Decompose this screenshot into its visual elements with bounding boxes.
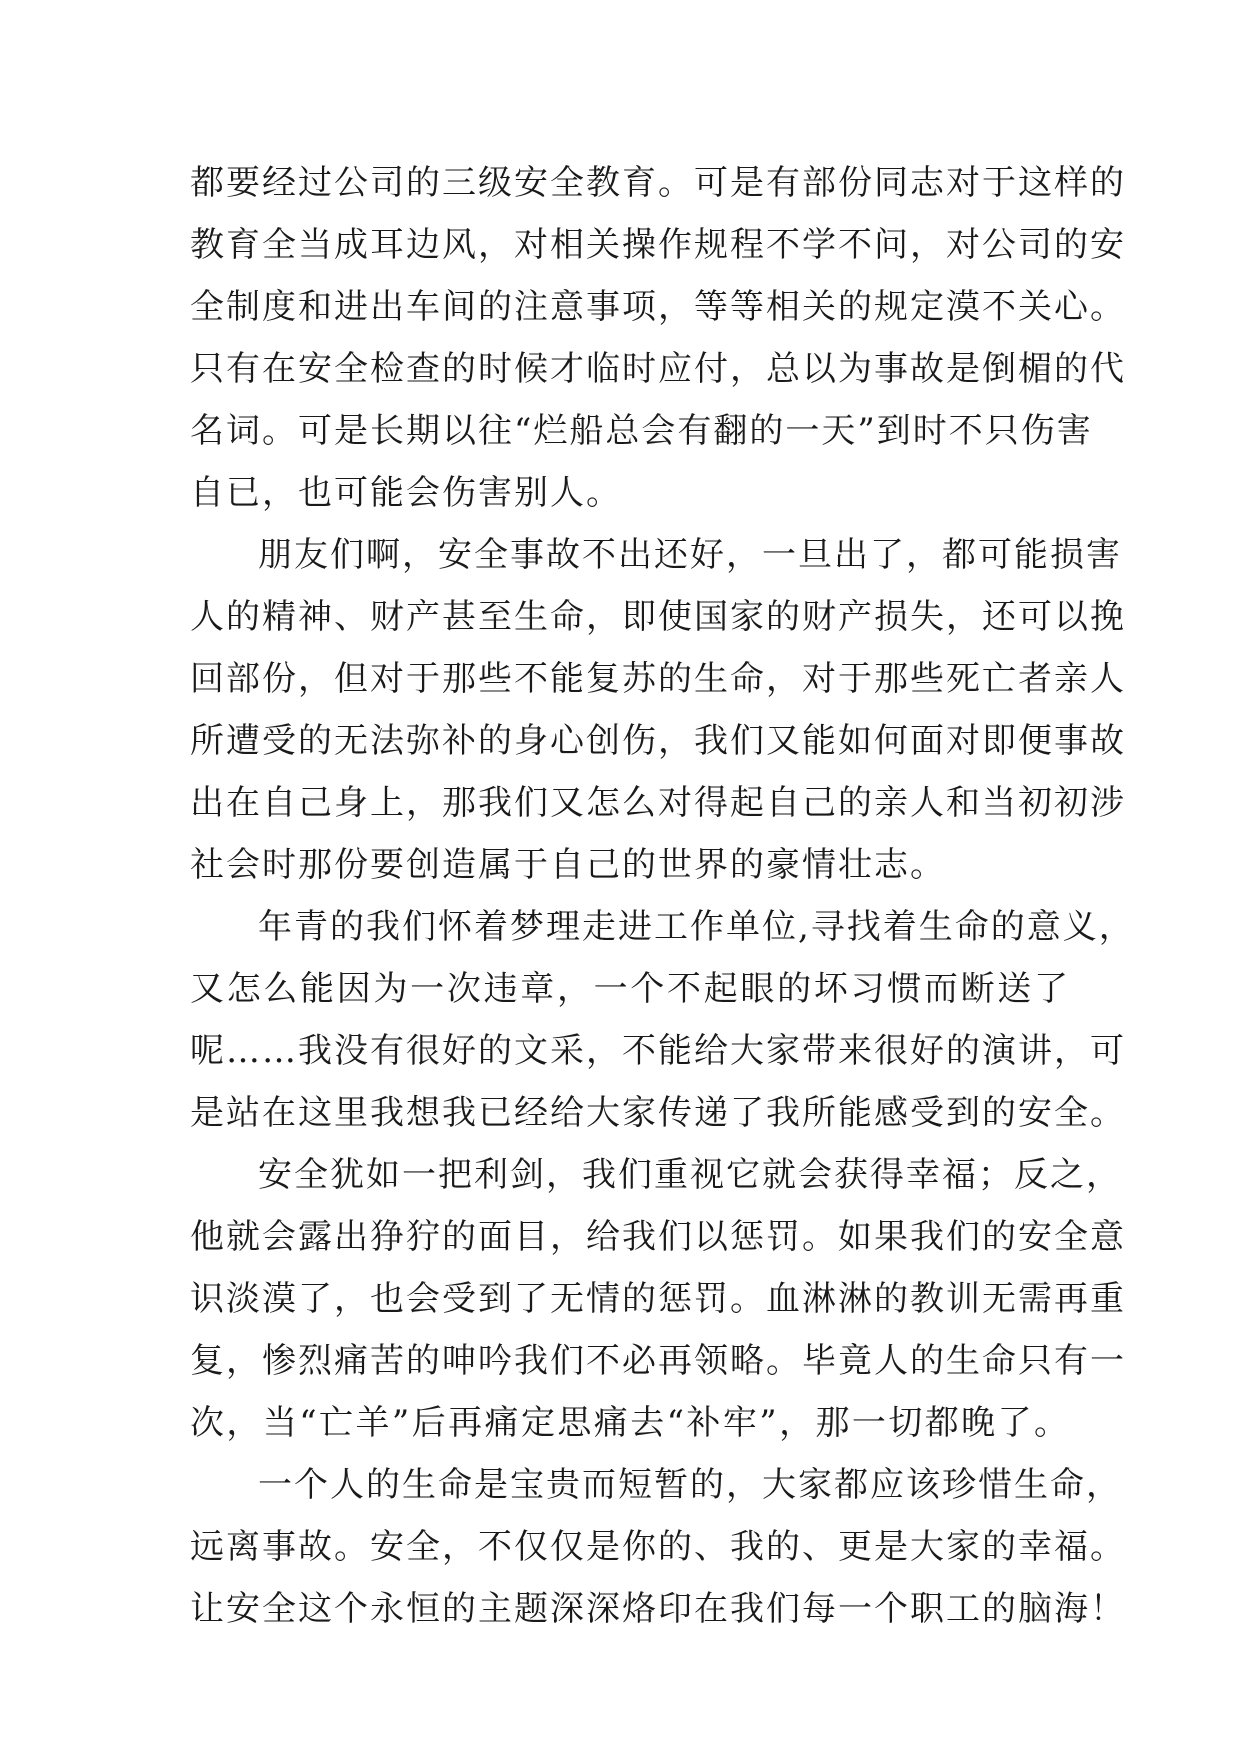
text-line: 都要经过公司的三级安全教育。可是有部份同志对于这样的 xyxy=(190,163,1126,203)
text-line: 年青的我们怀着梦理走进工作单位,寻找着生命的意义， xyxy=(258,907,1135,947)
paragraph-1 xyxy=(190,152,1126,524)
text-line: 名词。可是长期以往“烂船总会有翻的一天”到时不只伤害 xyxy=(190,411,1093,451)
text-line: 朋友们啊，安全事故不出还好，一旦出了，都可能损害 xyxy=(258,535,1122,575)
text-line: 只有在安全检查的时候才临时应付，总以为事故是倒楣的代 xyxy=(190,349,1126,389)
text-line: 远离事故。安全，不仅仅是你的、我的、更是大家的幸福。 xyxy=(190,1527,1126,1567)
text-line: 回部份，但对于那些不能复苏的生命，对于那些死亡者亲人 xyxy=(190,659,1126,699)
text-line: 全制度和进出车间的注意事项，等等相关的规定漠不关心。 xyxy=(190,287,1126,327)
text-line: 出在自己身上，那我们又怎么对得起自己的亲人和当初初涉 xyxy=(190,783,1126,823)
text-line: 安全犹如一把利剑，我们重视它就会获得幸福；反之， xyxy=(258,1155,1122,1195)
text-line: 复，惨烈痛苦的呻吟我们不必再领略。毕竟人的生命只有一 xyxy=(190,1341,1126,1381)
text-line: 所遭受的无法弥补的身心创伤，我们又能如何面对即便事故 xyxy=(190,721,1126,761)
text-line: 人的精神、财产甚至生命，即使国家的财产损失，还可以挽 xyxy=(190,597,1126,637)
text-line: 教育全当成耳边风，对相关操作规程不学不问，对公司的安 xyxy=(190,225,1126,265)
text-line: 又怎么能因为一次违章，一个不起眼的坏习惯而断送了 xyxy=(190,969,1070,1009)
text-line: 让安全这个永恒的主题深深烙印在我们每一个职工的脑海！ xyxy=(190,1589,1126,1629)
paragraph-5 xyxy=(190,1454,1126,1640)
text-line: 呢……我没有很好的文采，不能给大家带来很好的演讲，可 xyxy=(190,1031,1126,1071)
text-line: 社会时那份要创造属于自己的世界的豪情壮志。 xyxy=(190,845,946,885)
text-line: 是站在这里我想我已经给大家传递了我所能感受到的安全。 xyxy=(190,1093,1126,1133)
text-line: 他就会露出狰狞的面目，给我们以惩罚。如果我们的安全意 xyxy=(190,1217,1126,1257)
text-line: 一个人的生命是宝贵而短暂的，大家都应该珍惜生命， xyxy=(258,1465,1122,1505)
paragraph-4 xyxy=(190,1144,1126,1454)
text-line: 自已，也可能会伤害别人。 xyxy=(190,473,622,513)
document-body xyxy=(190,152,1135,1640)
text-line: 次，当“亡羊”后再痛定思痛去“补牢”，那一切都晚了。 xyxy=(190,1403,1070,1443)
text-line: 识淡漠了，也会受到了无情的惩罚。血淋淋的教训无需再重 xyxy=(190,1279,1126,1319)
paragraph-2 xyxy=(190,524,1126,896)
paragraph-3 xyxy=(190,896,1135,1144)
